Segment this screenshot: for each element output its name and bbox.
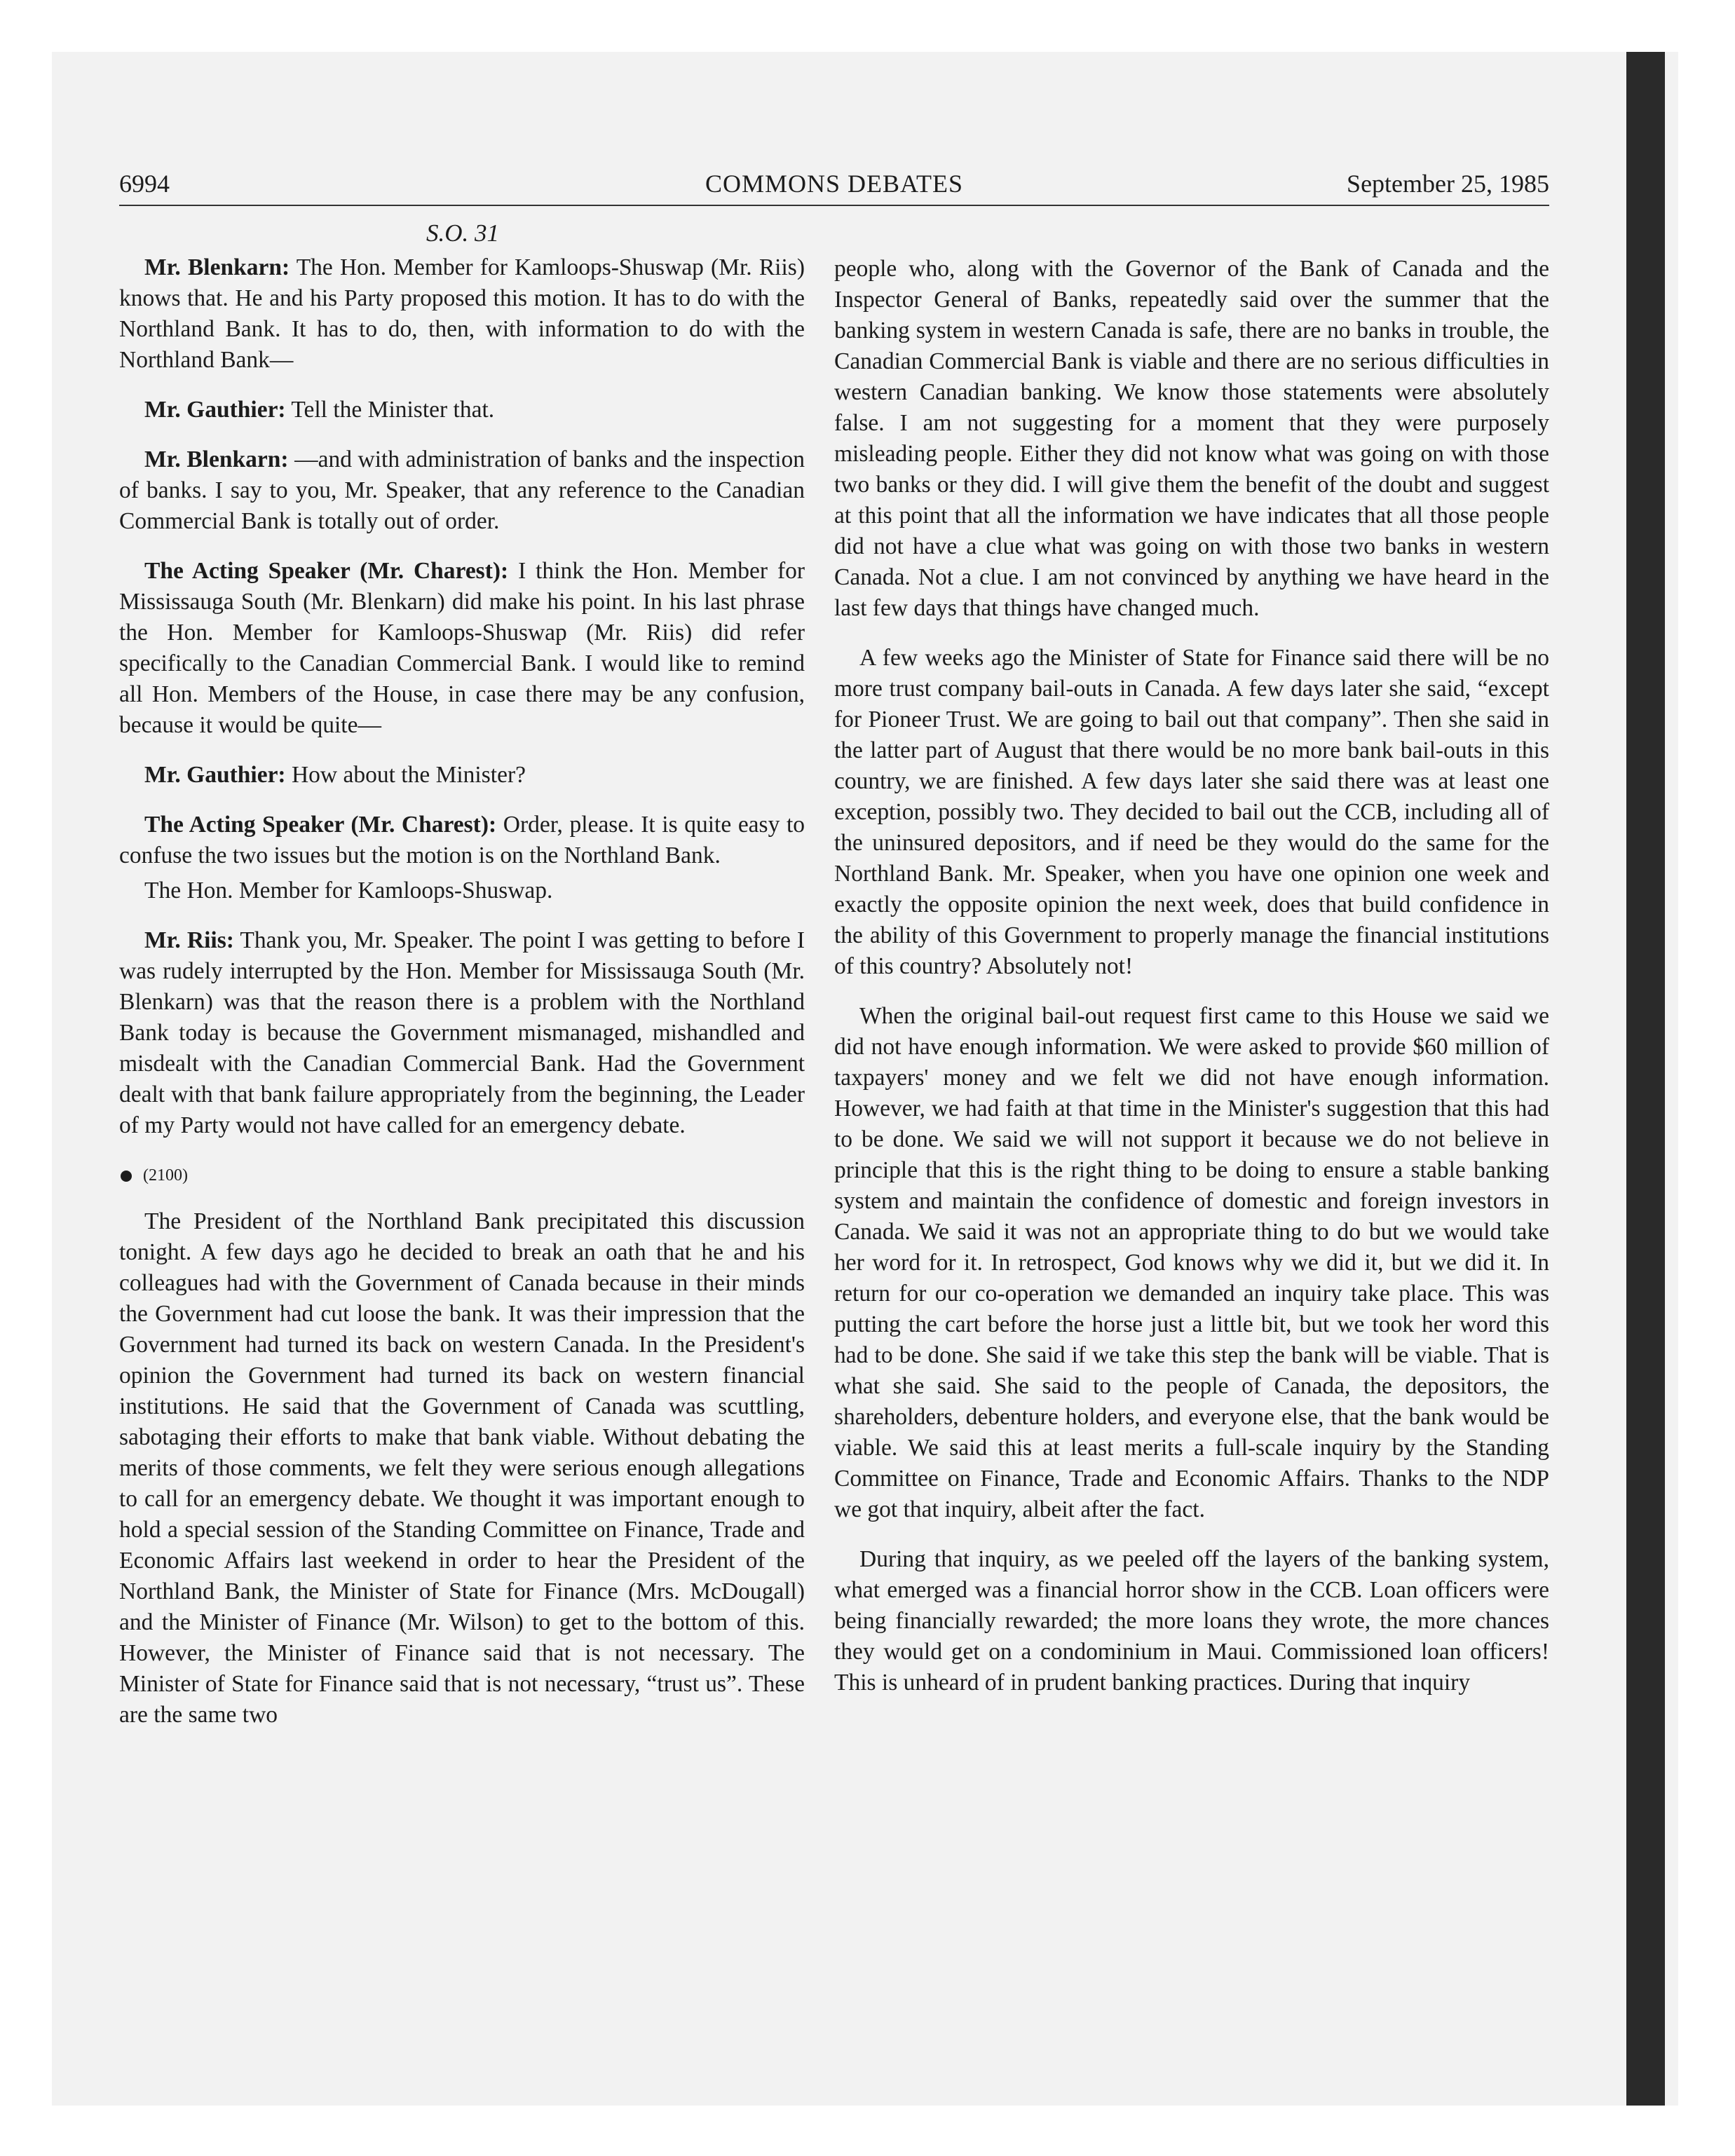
speech-text: The Hon. Member for Kamloops-Shuswap (Mr. Riis) knows that. He and his Party proposed this motion. It has to do with the Northland Bank. It has to do, then, with information to do with the Northland Bank— — [119, 254, 805, 373]
speech-text: During that inquiry, as we peeled off the layers of the banking system, what emerged was a financial horror show in the CCB. Loan officers were being financially rewarded; the more loans they wrote, the more chances they would get on a condominium in Maui. Commissioned loan officers! This is unheard of in prudent banking practices. During that inquiry — [834, 1546, 1549, 1696]
paragraph — [834, 1001, 1549, 1525]
page-number: 6994 — [119, 170, 170, 198]
publication-title: COMMONS DEBATES — [705, 170, 964, 198]
paragraph — [119, 810, 805, 871]
speech-text: Order, please. It is quite easy to confuse the two issues but the motion is on the Northland Bank. — [119, 812, 805, 868]
speaker-name: Mr. Gauthier: — [144, 397, 286, 423]
paragraph — [119, 1206, 805, 1731]
running-head — [119, 163, 1549, 205]
scan-edge-bar — [1626, 52, 1665, 2106]
paragraph — [119, 556, 805, 741]
speech-text: Thank you, Mr. Speaker. The point I was getting to before I was rudely interrupted by the Hon. Member for Mississauga South (Mr. Blenkarn) was that the reason there is a problem with the Northland Bank today is because the Government mismanaged, mishandled and misdealt with the Canadian Commercial Bank. Had the Government dealt with that bank failure appropriately from the beginning, the Leader of my Party would not have called for an emergency debate. — [119, 927, 805, 1138]
header-rule — [119, 205, 1549, 206]
paragraph — [834, 254, 1549, 624]
paragraph — [119, 760, 805, 791]
speaker-name: Mr. Blenkarn: — [144, 254, 290, 280]
speech-text: I think the Hon. Member for Mississauga South (Mr. Blenkarn) did make his point. In his last phrase the Hon. Member for Kamloops-Shuswap (Mr. Riis) did refer specifically to the Canadian Commercial Bank. I would like to remind all Hon. Members of the House, in case there may be any confusion, because it would be quite— — [119, 558, 805, 738]
speech-text: The President of the Northland Bank precipitated this discussion tonight. A few days ago he decided to break an oath that he and his colleagues had with the Government of Canada because in their minds the Government had cut loose the bank. It was their impression that the Government had turned its back on western Canada. In the President's opinion the Government had turned its back on western financial institutions. He said that the Government of Canada was scuttling, sabotaging their efforts to make that bank viable. Without debating the merits of those comments, we felt they were serious enough allegations to call for an emergency debate. We thought it was important enough to hold a special session of the Standing Committee on Finance, Trade and Economic Affairs last weekend in order to hear the President of the Northland Bank, the Minister of State for Finance (Mrs. McDougall) and the Minister of Finance (Mr. Wilson) to get to the bottom of this. However, the Minister of Finance said that is not necessary. The Minister of State for Finance said that is not necessary, “trust us”. These are the same two — [119, 1208, 805, 1728]
speaker-name: Mr. Blenkarn: — [144, 446, 289, 472]
paragraph — [119, 875, 805, 906]
right-column — [834, 254, 1549, 1717]
speech-text: The Hon. Member for Kamloops-Shuswap. — [144, 878, 553, 903]
paragraph — [834, 643, 1549, 982]
section-label: S.O. 31 — [426, 219, 500, 247]
speaker-name: The Acting Speaker (Mr. Charest): — [144, 812, 497, 838]
paragraph — [119, 444, 805, 537]
speech-text: people who, along with the Governor of the Bank of Canada and the Inspector General of Banks, repeatedly said over the summer that the banking system in western Canada is safe, there are no banks in trouble, the Canadian Commercial Bank is viable and there are no serious difficulties in western Canadian banking. We know those statements were absolutely false. I am not suggesting for a moment that they were purposely misleading people. Either they did not know what was going on with those two banks or they did. I will give them the benefit of the doubt and suggest at this point that all the information we have indicates that all those people did not have a clue what was going on with those two banks in western Canada. Not a clue. I am not convinced by anything we have heard in the last few days that things have changed much. — [834, 256, 1549, 621]
left-column — [119, 252, 805, 1749]
speaker-name: The Acting Speaker (Mr. Charest): — [144, 558, 509, 584]
bullet-icon — [121, 1171, 132, 1182]
publication-date: September 25, 1985 — [1347, 170, 1549, 198]
paragraph — [834, 1544, 1549, 1698]
speech-text: How about the Minister? — [291, 762, 526, 788]
speech-text: Tell the Minister that. — [291, 397, 495, 423]
speech-text: When the original bail-out request first came to this House we said we did not have enough information. We were asked to provide $60 million of taxpayers' money and we felt we did not have enough information. However, we had faith at that time in the Minister's suggestion that this had to be done. We said we will not support it because we do not believe in principle that this is the right thing to be doing to ensure a stable banking system and maintain the confidence of domestic and foreign investors in Canada. We said it was not an appropriate thing to do but we would take her word for it. In retrospect, God knows why we did it, but we did it. In return for our co-operation we demanded an inquiry take place. This was putting the cart before the horse just a little bit, but we took her word this had to be done. She said if we take this step the bank will be viable. That is what she said. She said to the people of Canada, the depositors, the shareholders, debenture holders, and everyone else, that the bank would be viable. We said this at least merits a full-scale inquiry by the Standing Committee on Finance, Trade and Economic Affairs. Thanks to the NDP we got that inquiry, albeit after the fact. — [834, 1003, 1549, 1522]
speech-text: —and with administration of banks and the inspection of banks. I say to you, Mr. Speaker, that any reference to the Canadian Commercial Bank is totally out of order. — [119, 446, 805, 534]
paragraph — [119, 252, 805, 376]
speaker-name: Mr. Riis: — [144, 927, 234, 953]
speaker-name: Mr. Gauthier: — [144, 762, 286, 788]
speech-text: A few weeks ago the Minister of State for Finance said there will be no more trust company bail-outs in Canada. A few days later she said, “except for Pioneer Trust. We are going to bail out that company”. Then she said in the latter part of August that there would be no more bank bail-outs in this country, we are finished. A few days later she said there was at least one exception, possibly two. They decided to bail out the CCB, including all of the uninsured depositors, and if need be they would do the same for the Northland Bank. Mr. Speaker, when you have one opinion one week and exactly the opposite opinion the next week, does that build confidence in the ability of this Government to properly manage the financial institutions of this country? Absolutely not! — [834, 645, 1549, 979]
time-marker-text: (2100) — [143, 1166, 188, 1185]
paragraph — [119, 395, 805, 425]
paragraph — [119, 925, 805, 1141]
time-marker — [119, 1160, 805, 1191]
